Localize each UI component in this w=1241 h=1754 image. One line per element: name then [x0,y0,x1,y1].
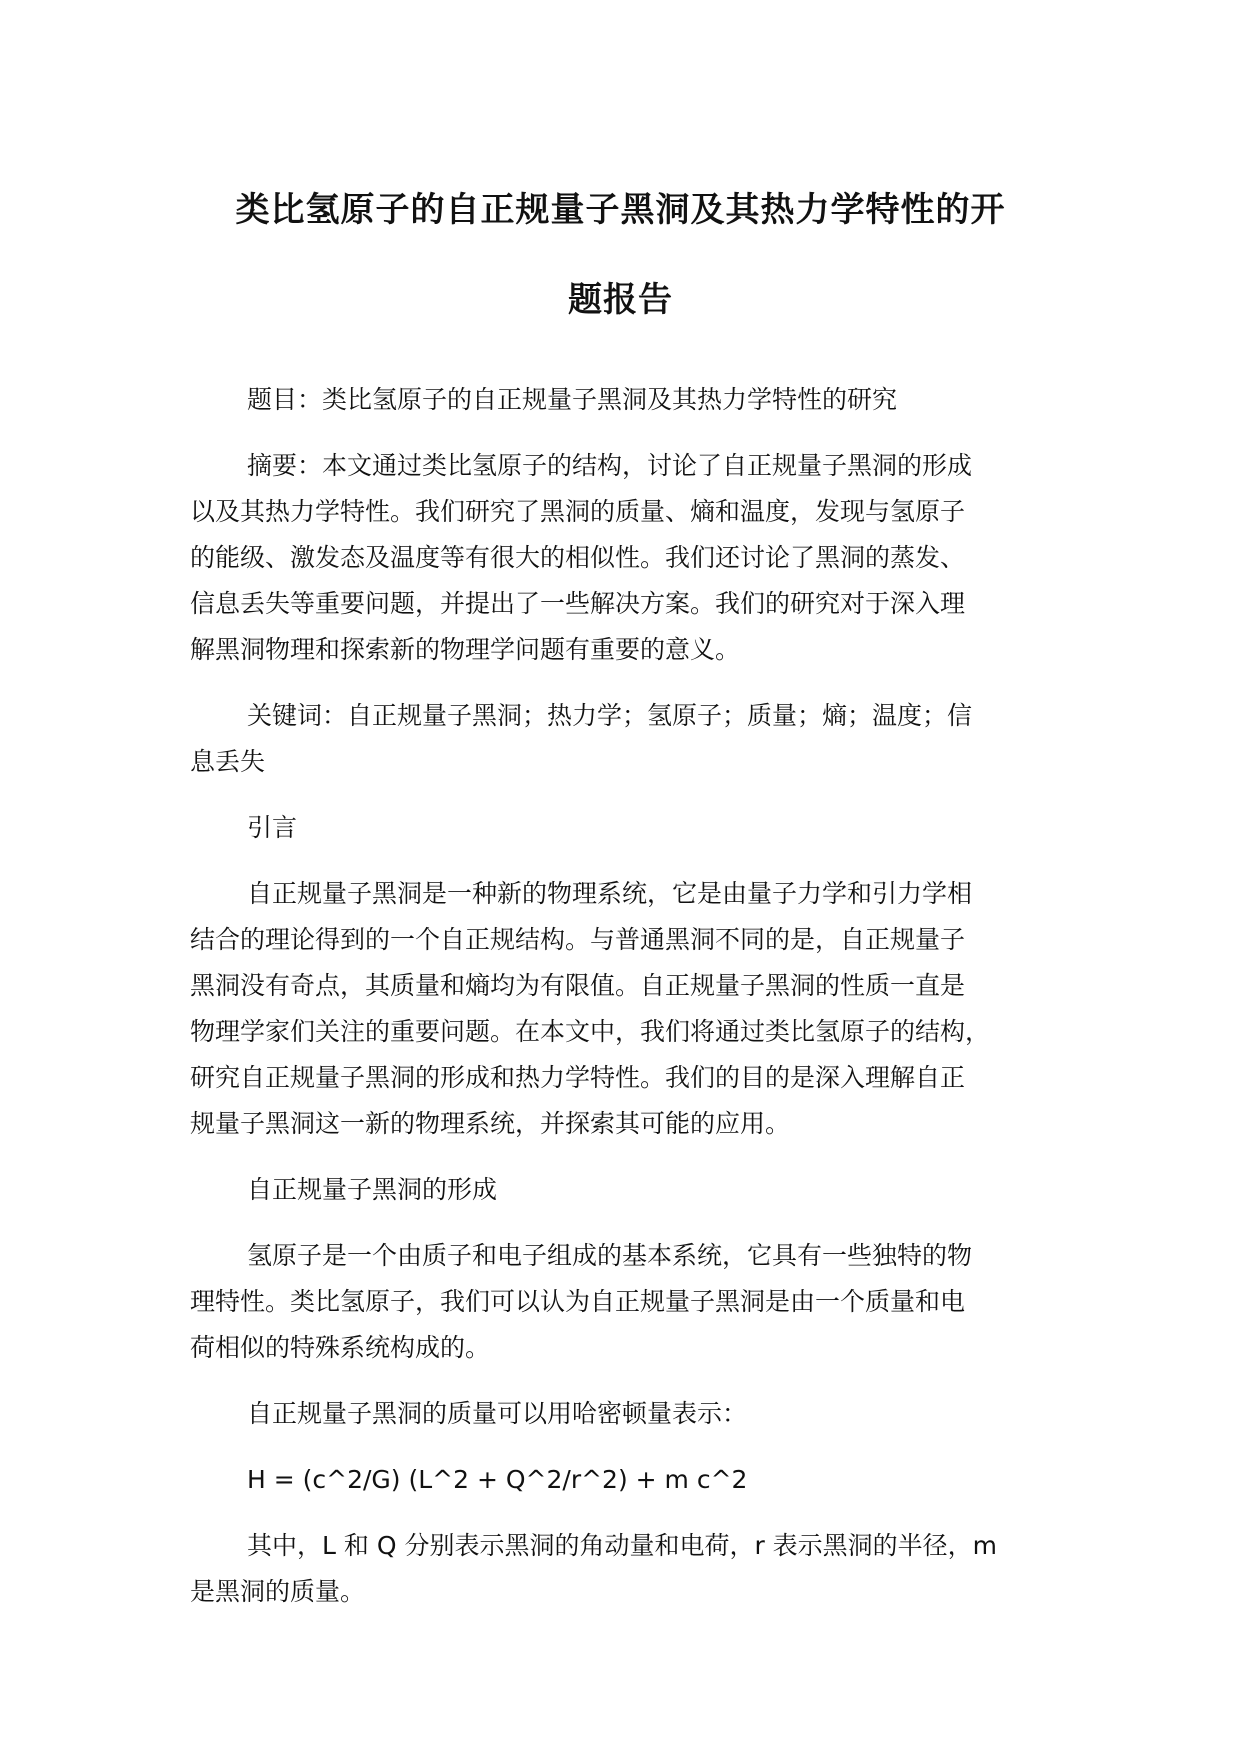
keywords-paragraph [190,693,1051,785]
abstract-line: 信息丢失等重要问题，并提出了一些解决方案。我们的研究对于深入理 [190,589,966,618]
intro-paragraph [190,871,1051,1147]
keywords-line: 息丢失 [190,747,266,776]
mass-intro-paragraph: 自正规量子黑洞的质量可以用哈密顿量表示： [247,1399,748,1428]
explanation-paragraph [190,1523,1051,1615]
title-line-1: 类比氢原子的自正规量子黑洞及其热力学特性的开 [235,190,1006,230]
formation-line: 氢原子是一个由质子和电子组成的基本系统，它具有一些独特的物 [247,1241,973,1270]
keywords-line: 关键词：自正规量子黑洞；热力学；氢原子；质量；熵；温度；信 [247,701,973,730]
section-heading-intro: 引言 [247,813,298,842]
section-heading-formation: 自正规量子黑洞的形成 [247,1175,498,1204]
explanation-line: 是黑洞的质量。 [190,1577,366,1606]
hamiltonian-formula: H = (c^2/G) (L^2 + Q^2/r^2) + m c^2 [247,1465,748,1494]
explanation-line: 其中，L 和 Q 分别表示黑洞的角动量和电荷，r 表示黑洞的半径，m [247,1531,998,1560]
intro-line: 规量子黑洞这一新的物理系统，并探索其可能的应用。 [190,1109,791,1138]
intro-line: 自正规量子黑洞是一种新的物理系统，它是由量子力学和引力学相 [247,879,973,908]
title-line-2: 题报告 [568,280,673,320]
formation-line: 荷相似的特殊系统构成的。 [190,1333,491,1362]
abstract-line: 以及其热力学特性。我们研究了黑洞的质量、熵和温度，发现与氢原子 [190,497,966,526]
abstract-line: 解黑洞物理和探索新的物理学问题有重要的意义。 [190,635,741,664]
document-title [190,165,1051,345]
topic-paragraph: 题目：类比氢原子的自正规量子黑洞及其热力学特性的研究 [247,385,898,414]
formation-line: 理特性。类比氢原子，我们可以认为自正规量子黑洞是由一个质量和电 [190,1287,966,1316]
intro-line: 结合的理论得到的一个自正规结构。与普通黑洞不同的是，自正规量子 [190,925,966,954]
abstract-line: 摘要：本文通过类比氢原子的结构，讨论了自正规量子黑洞的形成 [247,451,973,480]
intro-line: 研究自正规量子黑洞的形成和热力学特性。我们的目的是深入理解自正 [190,1063,966,1092]
abstract-line: 的能级、激发态及温度等有很大的相似性。我们还讨论了黑洞的蒸发、 [190,543,966,572]
formation-paragraph [190,1233,1051,1371]
intro-line: 物理学家们关注的重要问题。在本文中，我们将通过类比氢原子的结构， [190,1017,991,1046]
abstract-paragraph [190,443,1051,673]
intro-line: 黑洞没有奇点，其质量和熵均为有限值。自正规量子黑洞的性质一直是 [190,971,966,1000]
